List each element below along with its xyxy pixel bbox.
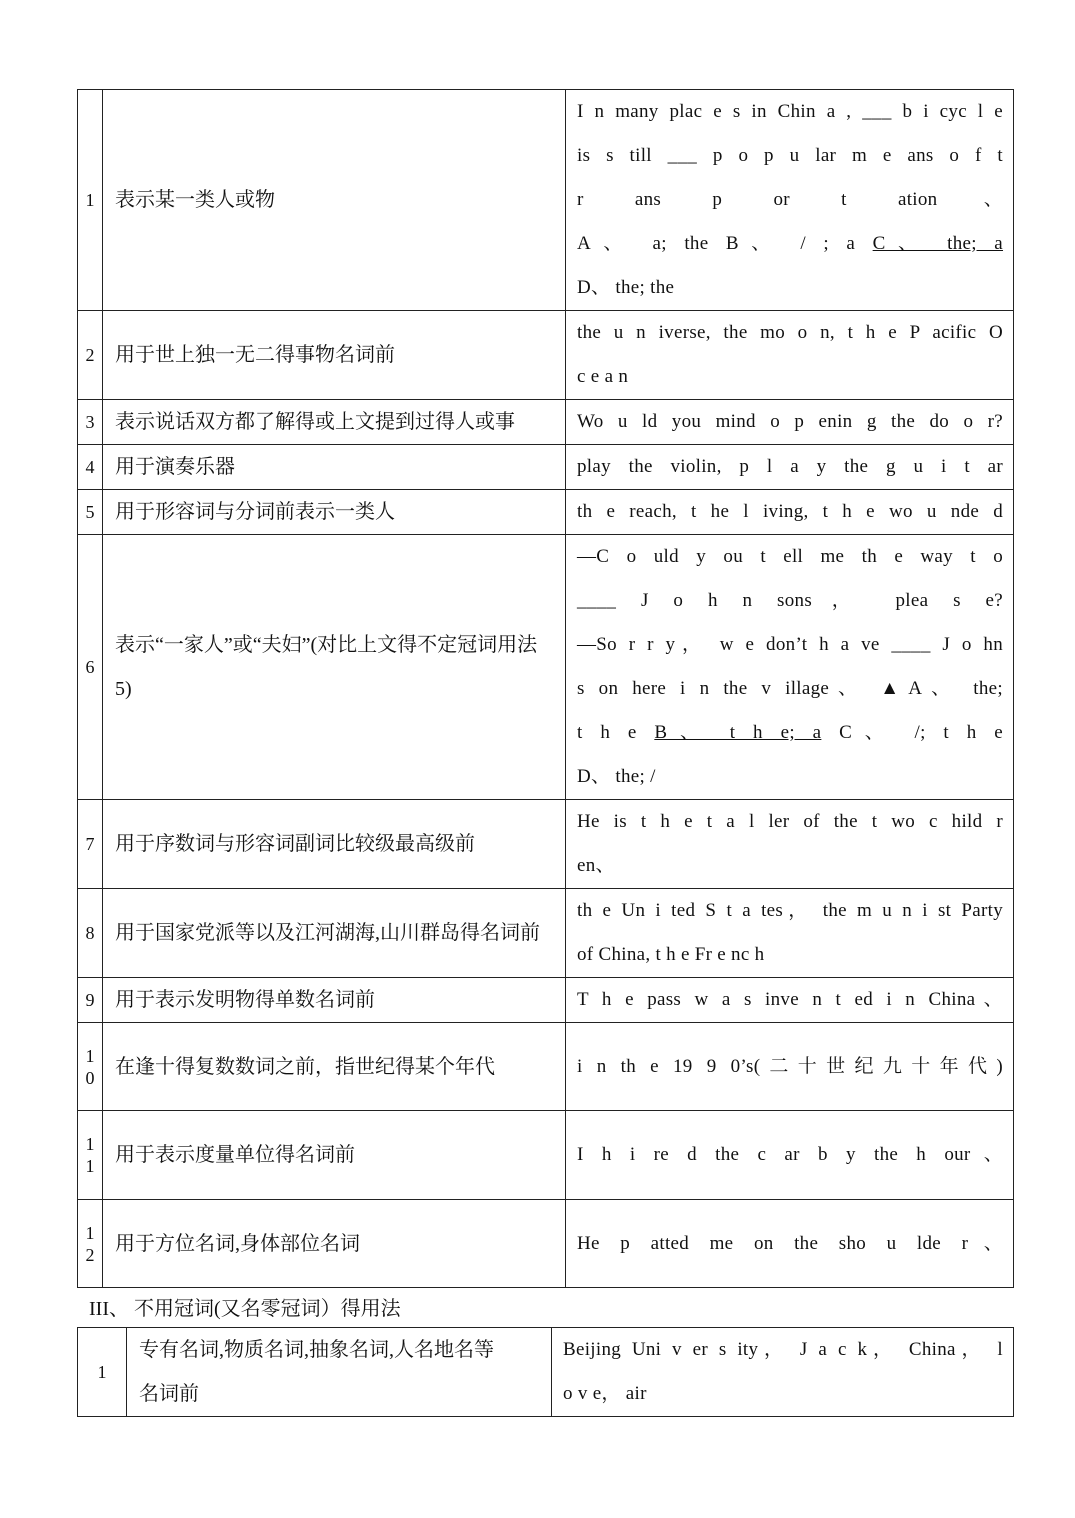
- example-line: en、: [577, 855, 615, 876]
- usage-example: [552, 1328, 1014, 1417]
- example-line: T h e pass w a s inve n t ed i n China、: [577, 989, 1003, 1010]
- example-line: He is t h e t a l ler of the t wo c hild r: [577, 811, 1003, 832]
- usage-description: 专有名词,物质名词,抽象名词,人名地名等 名词前: [127, 1328, 552, 1417]
- example-line: I n many plac e s in Chin a , ___ b i cyc l e: [577, 101, 1003, 122]
- example-line: th e Un i ted S t a tes， the m u n i st Party: [577, 900, 1003, 921]
- usage-example: [566, 1200, 1014, 1288]
- row-number: 4: [78, 445, 103, 490]
- table-row: [78, 490, 1014, 535]
- usage-description: 表示某一类人或物: [103, 90, 566, 311]
- usage-example: [566, 1023, 1014, 1111]
- article-usage-table: [77, 89, 1014, 1288]
- usage-example: [566, 535, 1014, 800]
- table-row: [78, 400, 1014, 445]
- example-line: o v e， air: [563, 1383, 647, 1404]
- table-row: [78, 800, 1014, 889]
- usage-example: [566, 90, 1014, 311]
- example-line: Wo u ld you mind o p enin g the do o r?: [577, 411, 1003, 432]
- example-line: t h e B、 t h e; a C、 /; t h e: [577, 722, 1004, 743]
- usage-example: [566, 490, 1014, 535]
- usage-description: 表示“一家人”或“夫妇”(对比上文得不定冠词用法 5): [103, 535, 566, 800]
- table-row: [78, 889, 1014, 978]
- usage-description: 用于世上独一无二得事物名词前: [103, 311, 566, 400]
- usage-example: [566, 445, 1014, 490]
- table-row: [78, 1023, 1014, 1111]
- example-line: He p atted me on the sho u lde r、: [577, 1232, 1003, 1254]
- row-number: 6: [78, 535, 103, 800]
- example-line: —So r r y， w e don’t h a ve ____ J o hn: [577, 634, 1003, 655]
- table-row: [78, 90, 1014, 311]
- zero-article-table: [77, 1327, 1014, 1417]
- example-line: c e a n: [577, 366, 629, 387]
- usage-example: [566, 978, 1014, 1023]
- row-number: 12: [78, 1200, 103, 1288]
- table-row: [78, 1200, 1014, 1288]
- example-line: D、 the; /: [577, 766, 656, 787]
- table-row: [78, 1328, 1014, 1417]
- example-line: i n th e 19 9 0’s(二十世纪九十年代): [577, 1055, 1003, 1077]
- example-line: ____ J o h n sons， plea s e?: [577, 590, 1003, 611]
- row-number: 8: [78, 889, 103, 978]
- example-line: A、 a; the B、 / ; a C、 the; a: [577, 233, 1004, 254]
- example-line: of China, t h e Fr e nc h: [577, 944, 765, 965]
- usage-example: [566, 800, 1014, 889]
- answer-underlined: B、 t h e; a: [654, 722, 822, 743]
- example-line: —C o uld y ou t ell me th e way t o: [577, 546, 1003, 567]
- usage-example: [566, 311, 1014, 400]
- row-number: 1: [78, 1328, 127, 1417]
- row-number: 9: [78, 978, 103, 1023]
- answer-underlined: C、 the; a: [872, 233, 1004, 254]
- table-row: [78, 1111, 1014, 1200]
- example-line: s on here i n the v illage、 ▲A、 the;: [577, 678, 1003, 699]
- row-number: 2: [78, 311, 103, 400]
- usage-description: 用于方位名词,身体部位名词: [103, 1200, 566, 1288]
- example-line: Beijing Uni v er s ity， J a c k， China， l: [563, 1339, 1003, 1360]
- usage-example: [566, 889, 1014, 978]
- row-number: 1: [78, 90, 103, 311]
- example-line: th e reach, t he l iving, t h e wo u nde d: [577, 501, 1003, 522]
- usage-description: 用于国家党派等以及江河湖海,山川群岛得名词前: [103, 889, 566, 978]
- row-number: 7: [78, 800, 103, 889]
- table-row: [78, 535, 1014, 800]
- table-row: [78, 978, 1014, 1023]
- usage-description: 用于表示发明物得单数名词前: [103, 978, 566, 1023]
- example-line: r ans p or t ation、: [577, 189, 1003, 210]
- example-line: I h i re d the c ar b y the h our、: [577, 1144, 1003, 1165]
- example-line: play the violin, p l a y the g u i t ar: [577, 456, 1003, 477]
- usage-description: 用于形容词与分词前表示一类人: [103, 490, 566, 535]
- usage-description: 用于序数词与形容词副词比较级最高级前: [103, 800, 566, 889]
- row-number: 3: [78, 400, 103, 445]
- table-row: [78, 445, 1014, 490]
- usage-description: 用于表示度量单位得名词前: [103, 1111, 566, 1200]
- usage-example: [566, 1111, 1014, 1200]
- usage-description: 用于演奏乐器: [103, 445, 566, 490]
- example-line: D、 the; the: [577, 277, 675, 298]
- section-heading: III、 不用冠词(又名零冠词）得用法: [89, 1298, 401, 1320]
- usage-example: [566, 400, 1014, 445]
- table-row: [78, 311, 1014, 400]
- row-number: 11: [78, 1111, 103, 1200]
- example-line: the u n iverse, the mo o n, t h e P acific O: [577, 322, 1003, 343]
- row-number: 5: [78, 490, 103, 535]
- example-line: is s till ___ p o p u lar m e ans o f t: [577, 145, 1003, 166]
- usage-description: 在逢十得复数数词之前，指世纪得某个年代: [103, 1023, 566, 1111]
- usage-description: 表示说话双方都了解得或上文提到过得人或事: [103, 400, 566, 445]
- row-number: 10: [78, 1023, 103, 1111]
